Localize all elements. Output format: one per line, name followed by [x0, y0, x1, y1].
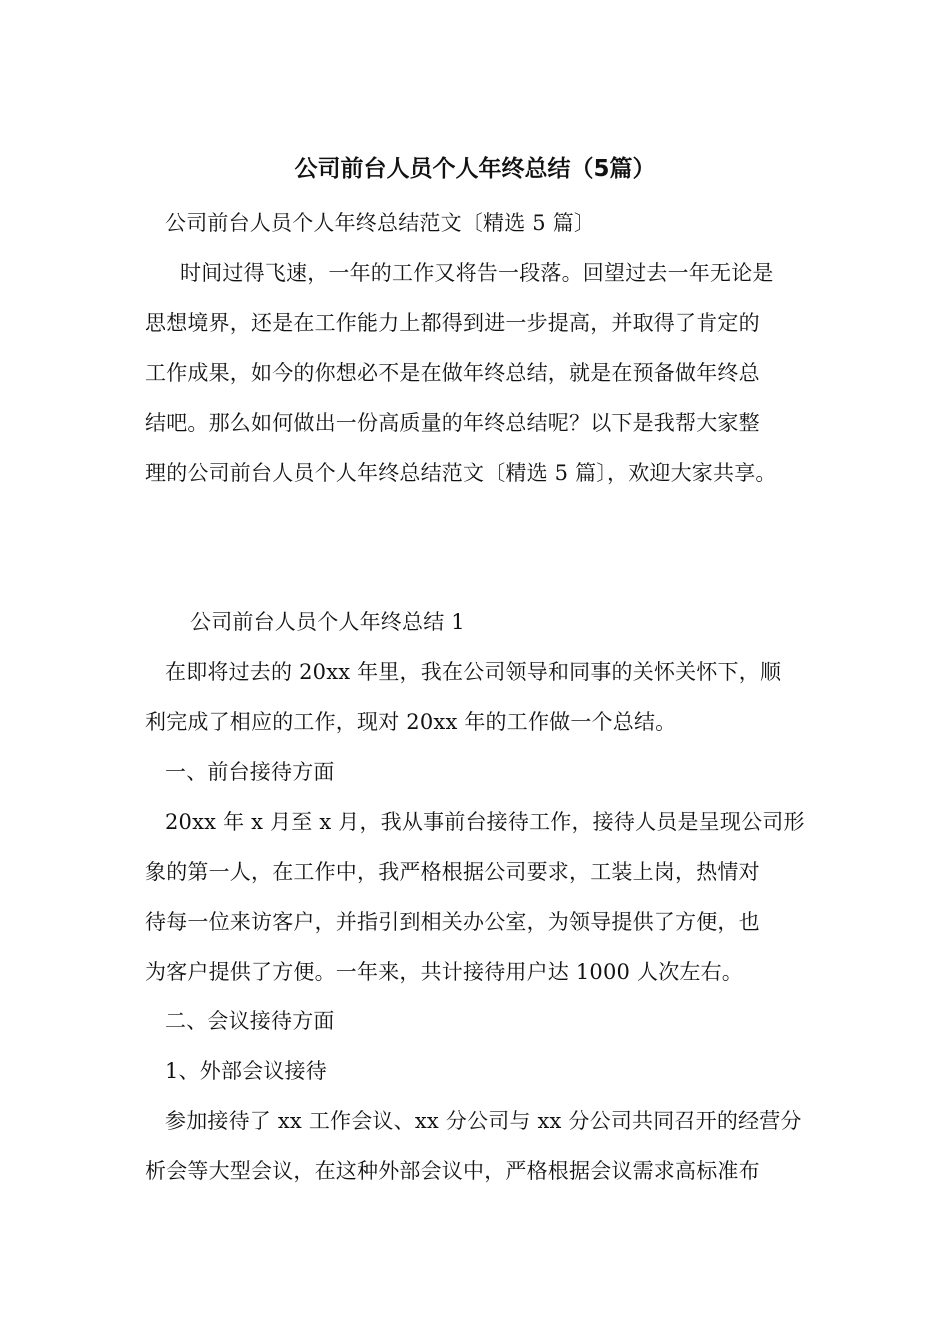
- paragraph-line: 参加接待了 xx 工作会议、xx 分公司与 xx 分公司共同召开的经营分: [165, 1109, 802, 1133]
- intro-line: 结吧。那么如何做出一份高质量的年终总结呢？以下是我帮大家整: [145, 411, 760, 435]
- subheading: 二、会议接待方面: [165, 1009, 335, 1033]
- paragraph-line: 20xx 年 x 月至 x 月，我从事前台接待工作，接待人员是呈现公司形: [165, 810, 805, 834]
- paragraph-line: 利完成了相应的工作，现对 20xx 年的工作做一个总结。: [145, 710, 677, 734]
- subheading: 1、外部会议接待: [165, 1059, 327, 1083]
- paragraph-line: 象的第一人，在工作中，我严格根据公司要求，工装上岗，热情对: [145, 860, 760, 884]
- paragraph-line: 为客户提供了方便。一年来，共计接待用户达 1000 人次左右。: [145, 960, 743, 984]
- intro-line: 思想境界，还是在工作能力上都得到进一步提高，并取得了肯定的: [145, 311, 760, 335]
- section-heading: 公司前台人员个人年终总结 1: [190, 610, 465, 634]
- document-title: 公司前台人员个人年终总结（5篇）: [294, 156, 656, 182]
- paragraph-line: 在即将过去的 20xx 年里，我在公司领导和同事的关怀关怀下，顺: [165, 660, 782, 684]
- paragraph-line: 析会等大型会议，在这种外部会议中，严格根据会议需求高标准布: [145, 1159, 760, 1183]
- intro-line: 理的公司前台人员个人年终总结范文〔精选 5 篇〕，欢迎大家共享。: [145, 461, 777, 485]
- intro-line: 时间过得飞速，一年的工作又将告一段落。回望过去一年无论是: [180, 261, 774, 285]
- subheading: 一、前台接待方面: [165, 760, 335, 784]
- document-subtitle: 公司前台人员个人年终总结范文〔精选 5 篇〕: [165, 211, 596, 235]
- intro-line: 工作成果，如今的你想必不是在做年终总结，就是在预备做年终总: [145, 361, 760, 385]
- paragraph-line: 待每一位来访客户，并指引到相关办公室，为领导提供了方便，也: [145, 910, 760, 934]
